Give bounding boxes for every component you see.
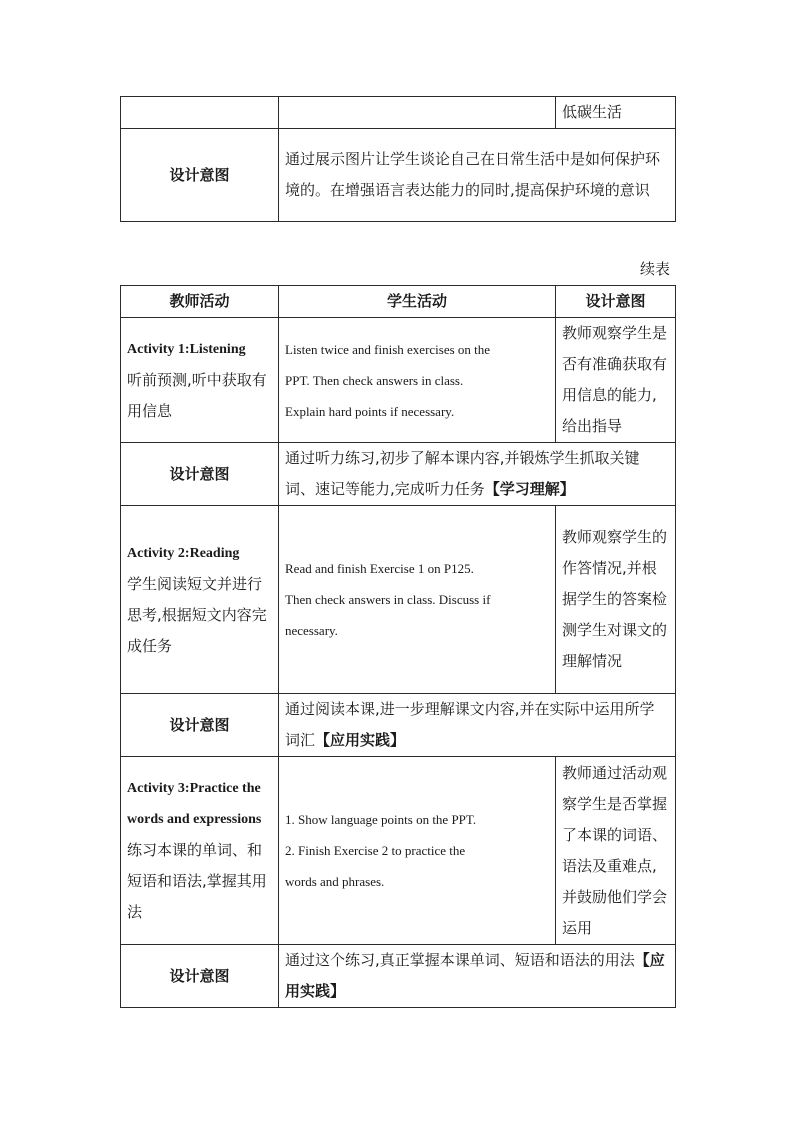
activity-1-student-line-1: Listen twice and finish exercises on the: [285, 341, 491, 357]
activity-2-intent: 教师观察学生的作答情况,并根据学生的答案检测学生对课文的理解情况: [556, 506, 676, 694]
top-row-1: [121, 97, 676, 129]
activity-1-teacher: [121, 318, 279, 443]
activity-1-design-row: [121, 443, 676, 506]
header-student: 学生活动: [279, 286, 556, 318]
activity-3-student: [279, 757, 556, 945]
activity-2-row: [121, 506, 676, 694]
activity-2-design-row: [121, 694, 676, 757]
activity-3-row: [121, 757, 676, 945]
activity-1-student-line-3: Explain hard points if necessary.: [285, 403, 455, 419]
activity-2-student-line-2: Then check answers in class. Discuss if: [285, 592, 491, 607]
activity-2-teacher: [121, 506, 279, 694]
activity-2-design-label: 设计意图: [121, 694, 279, 757]
activity-3-student-line-1: 1. Show language points on the PPT.: [285, 812, 477, 827]
header-teacher: 教师活动: [121, 286, 279, 318]
top-table: [120, 96, 676, 222]
activity-1-row: [121, 318, 676, 443]
activity-1-design-tag: 【学习理解】: [484, 480, 575, 498]
top-row-1-intent: 低碳生活: [556, 97, 676, 129]
activity-2-student-line-1: Read and finish Exercise 1 on P125.: [285, 561, 474, 576]
activity-3-design-row: [121, 945, 676, 1008]
activity-3-desc: 练习本课的单词、和短语和语法,掌握其用法: [127, 841, 267, 921]
activity-3-student-line-2: 2. Finish Exercise 2 to practice the: [285, 843, 466, 858]
activity-3-design: [279, 945, 676, 1008]
activity-3-title: Activity 3:Practice the words and expressions: [127, 781, 262, 827]
activity-2-title: Activity 2:Reading: [127, 545, 240, 561]
continuation-label: 续表: [640, 260, 671, 278]
activity-2-student: [279, 506, 556, 694]
activity-2-design-text: 通过阅读本课,进一步理解课文内容,并在实际中运用所学词汇: [285, 700, 655, 749]
activity-3-design-text: 通过这个练习,真正掌握本课单词、短语和语法的用法: [285, 951, 635, 969]
activity-2-design-tag: 【应用实践】: [315, 731, 406, 749]
activity-1-design-text: 通过听力练习,初步了解本课内容,并锻炼学生抓取关键词、速记等能力,完成听力任务: [285, 449, 640, 498]
activity-1-student: [279, 318, 556, 443]
activity-1-intent: 教师观察学生是否有准确获取有用信息的能力,给出指导: [556, 318, 676, 443]
header-row: [121, 286, 676, 318]
activity-3-design-label: 设计意图: [121, 945, 279, 1008]
activity-1-title: Activity 1:Listening: [127, 341, 246, 357]
activity-3-teacher: [121, 757, 279, 945]
activity-3-intent: 教师通过活动观察学生是否掌握了本课的词语、语法及重难点,并鼓励他们学会运用: [556, 757, 676, 945]
activity-1-design: [279, 443, 676, 506]
activity-1-student-line-2: PPT. Then check answers in class.: [285, 372, 464, 388]
activity-1-desc: 听前预测,听中获取有用信息: [127, 370, 267, 420]
activity-2-design: [279, 694, 676, 757]
header-intent: 设计意图: [556, 286, 676, 318]
activity-2-desc: 学生阅读短文并进行思考,根据短文内容完成任务: [127, 574, 267, 655]
activity-1-design-label: 设计意图: [121, 443, 279, 506]
top-row-design: [121, 129, 676, 222]
activity-3-design-tag: 【应用实践】: [285, 951, 665, 1000]
design-text: 通过展示图片让学生谈论自己在日常生活中是如何保护环境的。在增强语言表达能力的同时,提高保护环境的意识: [279, 129, 676, 222]
activity-3-student-line-3: words and phrases.: [285, 874, 385, 889]
design-label: 设计意图: [121, 129, 279, 222]
activity-2-student-line-3: necessary.: [285, 623, 338, 638]
main-table: [120, 285, 676, 1008]
